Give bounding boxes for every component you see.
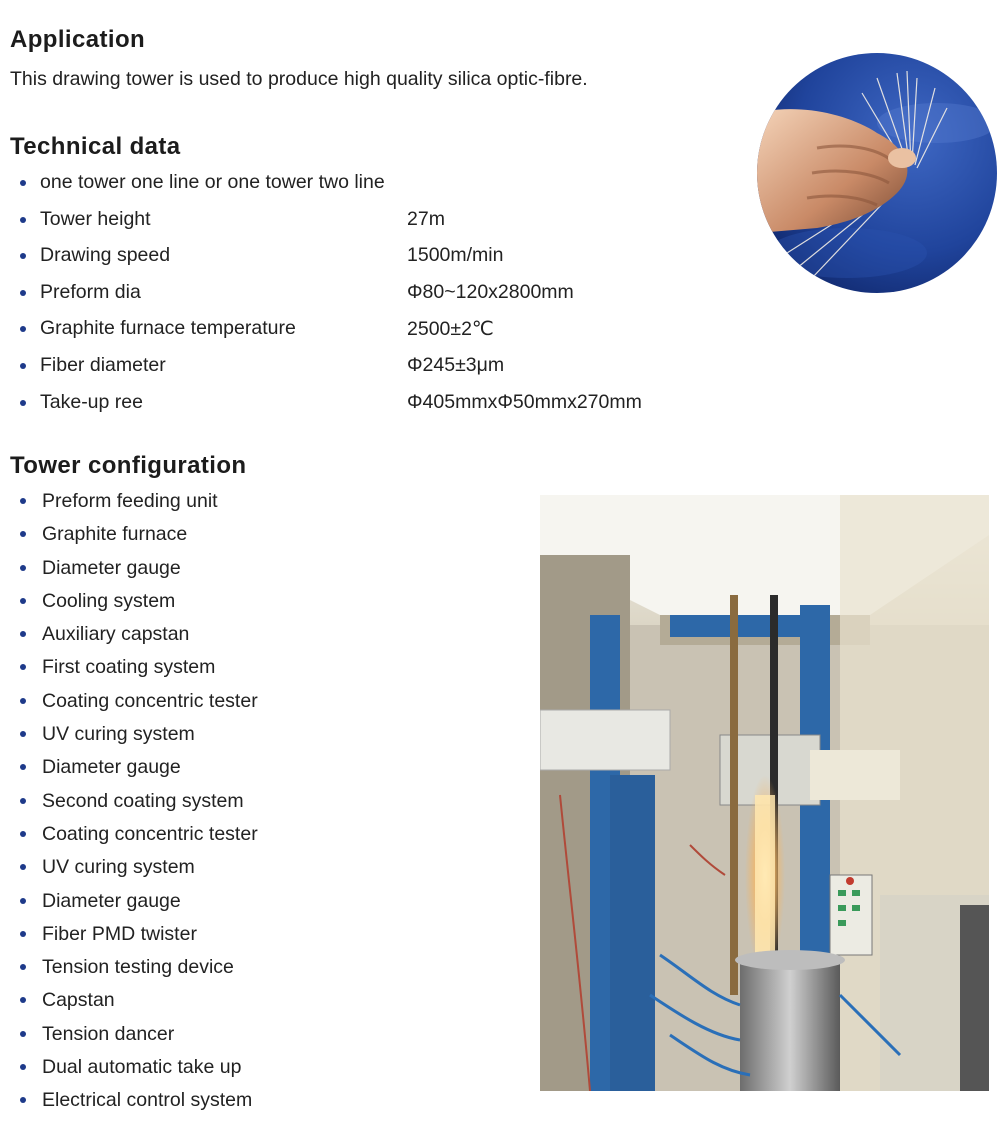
bullet-icon [20, 253, 26, 259]
tower-configuration-label: UV curing system [42, 856, 195, 879]
technical-data-value: Φ80~120x2800mm [407, 280, 574, 303]
optic-fibre-photo [757, 53, 997, 293]
technical-data-value: 27m [407, 207, 445, 230]
technical-data-value: 2500±2℃ [407, 318, 494, 341]
tower-configuration-label: Diameter gauge [42, 756, 181, 779]
tower-configuration-label: Tension dancer [42, 1022, 175, 1045]
bullet-icon [20, 290, 26, 296]
tower-configuration-label: UV curing system [42, 723, 195, 746]
tower-configuration-label: Graphite furnace [42, 523, 188, 546]
tower-configuration-label: Diameter gauge [42, 889, 181, 912]
bullet-icon [20, 498, 26, 504]
technical-data-value: 1500m/min [407, 244, 504, 267]
bullet-icon [20, 598, 26, 604]
bullet-icon [20, 764, 26, 770]
bullet-icon [20, 831, 26, 837]
tower-configuration-label: First coating system [42, 656, 216, 679]
technical-data-label: Drawing speed [40, 244, 171, 267]
bullet-icon [20, 631, 26, 637]
bullet-icon [20, 997, 26, 1003]
bullet-icon [20, 363, 26, 369]
application-text: This drawing tower is used to produce high quality silica optic-fibre. [10, 68, 588, 90]
bullet-icon [20, 1097, 26, 1103]
technical-data-label: Tower height [40, 207, 151, 230]
bullet-icon [20, 798, 26, 804]
bullet-icon [20, 1031, 26, 1037]
tower-configuration-label: Dual automatic take up [42, 1056, 242, 1079]
bullet-icon [20, 565, 26, 571]
tower-configuration-label: Auxiliary capstan [42, 623, 190, 646]
tower-configuration-label: Electrical control system [42, 1089, 253, 1112]
tower-configuration-label: Diameter gauge [42, 556, 181, 579]
technical-data-label: one tower one line or one tower two line [40, 171, 385, 193]
bullet-icon [20, 731, 26, 737]
tower-configuration-label: Fiber PMD twister [42, 922, 197, 945]
tower-configuration-heading: Tower configuration [10, 452, 247, 479]
bullet-icon [20, 326, 26, 332]
drawing-tower-photo [540, 495, 989, 1091]
bullet-icon [20, 1064, 26, 1070]
technical-data-label: Take-up ree [40, 390, 143, 413]
bullet-icon [20, 898, 26, 904]
technical-data-label: Graphite furnace temperature [40, 317, 296, 340]
bullet-icon [20, 180, 26, 186]
technical-data-label: Fiber diameter [40, 353, 166, 376]
bullet-icon [20, 964, 26, 970]
bullet-icon [20, 698, 26, 704]
tower-configuration-label: Second coating system [42, 789, 244, 812]
tower-configuration-label: Coating concentric tester [42, 822, 258, 845]
technical-data-heading: Technical data [10, 133, 181, 160]
bullet-icon [20, 531, 26, 537]
tower-configuration-label: Tension testing device [42, 956, 234, 979]
tower-configuration-label: Preform feeding unit [42, 490, 218, 512]
technical-data-value: Φ405mmxΦ50mmx270mm [407, 390, 642, 413]
technical-data-value: Φ245±3μm [407, 353, 505, 376]
bullet-icon [20, 931, 26, 937]
tower-configuration-label: Capstan [42, 989, 115, 1012]
tower-configuration-label: Cooling system [42, 589, 176, 612]
technical-data-label: Preform dia [40, 280, 141, 303]
bullet-icon [20, 400, 26, 406]
tower-configuration-label: Coating concentric tester [42, 689, 258, 712]
bullet-icon [20, 864, 26, 870]
bullet-icon [20, 217, 26, 223]
application-heading: Application [10, 26, 146, 53]
bullet-icon [20, 664, 26, 670]
